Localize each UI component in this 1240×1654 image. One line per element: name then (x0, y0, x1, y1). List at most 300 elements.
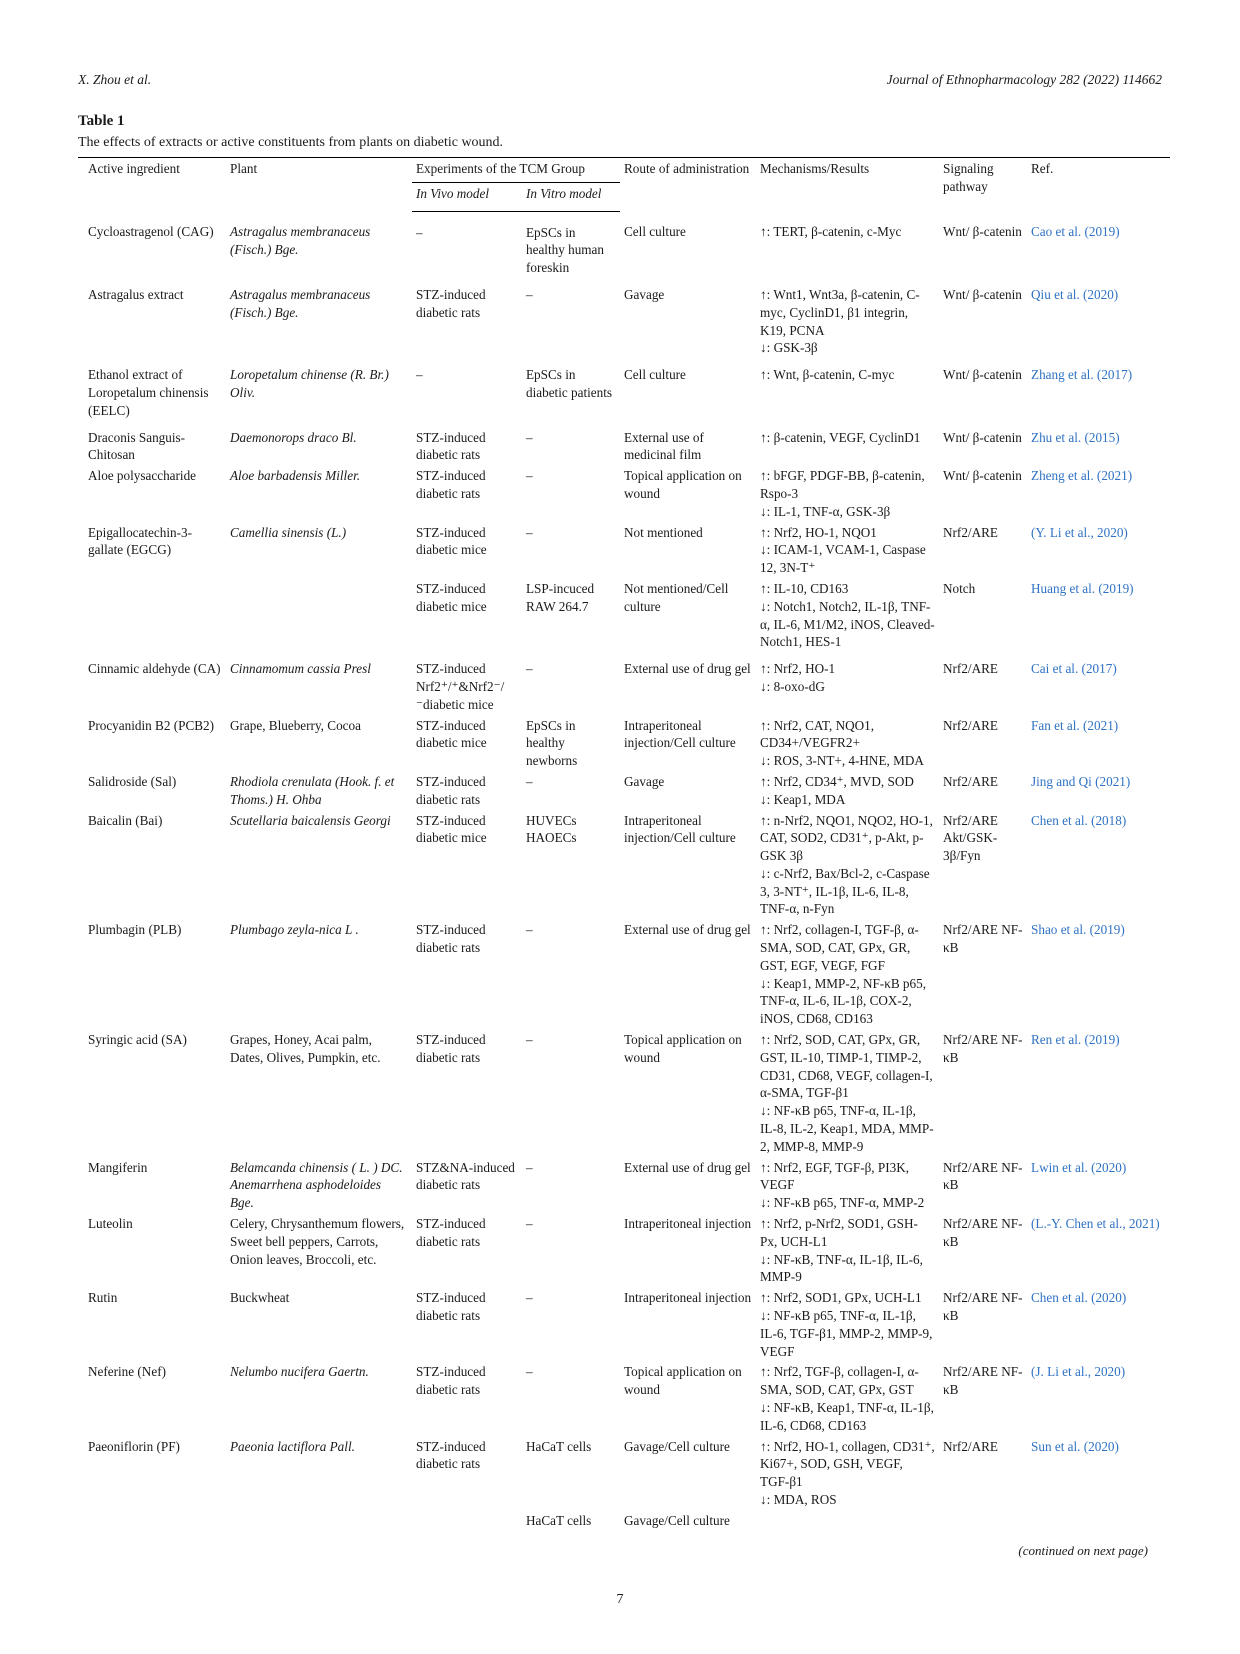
cell-plant-text: Rhodiola crenulata (Hook. f. et Thoms.) H. Ohba (230, 773, 395, 807)
cell-active-ingredient-text: Plumbagin (PLB) (88, 922, 182, 938)
cell-mechanism (756, 1360, 939, 1434)
cell-mechanism (756, 714, 939, 770)
table-row (78, 577, 1170, 651)
cell-in-vivo (412, 277, 522, 357)
cell-in-vivo-text: STZ-induced diabetic rats (416, 922, 486, 956)
cell-active-ingredient (78, 277, 226, 357)
cell-active-ingredient-text: Syringic acid (SA) (88, 1032, 187, 1048)
cell-ref[interactable] (1027, 1212, 1170, 1286)
cell-plant-text: Grape, Blueberry, Cocoa (230, 717, 361, 733)
cell-signaling (939, 1360, 1027, 1434)
cell-in-vivo-text: STZ-induced diabetic rats (416, 1032, 486, 1065)
cell-ref[interactable] (1027, 1509, 1170, 1530)
cell-plant-text: Scutellaria baicalensis Georgi (230, 812, 391, 828)
cell-in-vitro-text: EpSCs in diabetic patients (526, 367, 613, 400)
cell-signaling (939, 1212, 1027, 1286)
cell-plant-text: Astragalus membranaceus (Fisch.) Bge. (230, 286, 371, 320)
cell-ref[interactable] (1027, 918, 1170, 1028)
table-row (78, 809, 1170, 919)
cell-route (620, 1360, 756, 1434)
table-row (78, 1360, 1170, 1434)
cell-in-vivo (412, 1212, 522, 1286)
cell-ref-text[interactable]: (J. Li et al., 2020) (1031, 1364, 1126, 1380)
cell-ref-text[interactable]: Ren et al. (2019) (1031, 1032, 1120, 1048)
cell-in-vivo-text: STZ-induced diabetic rats (416, 468, 486, 501)
cell-active-ingredient-text: Aloe polysaccharide (88, 468, 197, 484)
cell-active-ingredient (78, 357, 226, 419)
cell-signaling-text: Wnt/ β-catenin (943, 429, 1022, 445)
cell-signaling-text: Wnt/ β-catenin (943, 286, 1022, 302)
cell-mechanism (756, 651, 939, 713)
cell-route (620, 770, 756, 809)
cell-signaling-text: Nrf2/ARE (943, 661, 998, 677)
upregulated-text: ↑: bFGF, PDGF-BB, β-catenin, Rspo-3 (760, 468, 925, 501)
cell-plant (226, 211, 412, 277)
cell-plant-text: Celery, Chrysanthemum flowers, Sweet bell peppers, Carrots, Onion leaves, Broccoli, etc. (230, 1216, 405, 1267)
cell-active-ingredient-text: Epigallocatechin-3-gallate (EGCG) (88, 524, 192, 558)
cell-route-text: External use of drug gel (624, 922, 751, 938)
downregulated-text: ↓: NF-κB p65, TNF-α, IL-1β, IL-6, TGF-β1, MMP-2, MMP-9, VEGF (760, 1308, 933, 1359)
cell-in-vitro (522, 1156, 620, 1212)
cell-signaling (939, 464, 1027, 520)
cell-in-vivo-text: STZ-induced diabetic rats (416, 773, 486, 807)
cell-in-vivo-text: STZ-induced diabetic rats (416, 1438, 486, 1472)
cell-mechanism (756, 420, 939, 465)
cell-active-ingredient (78, 1028, 226, 1156)
table-row (78, 357, 1170, 419)
cell-plant (226, 1435, 412, 1509)
cell-ref[interactable] (1027, 277, 1170, 357)
cell-route-text: External use of drug gel (624, 661, 751, 677)
upregulated-text: ↑: Nrf2, TGF-β, collagen-I, α-SMA, SOD, CAT, GPx, GST (760, 1364, 919, 1398)
downregulated-text: ↓: IL-1, TNF-α, GSK-3β (760, 503, 891, 519)
cell-plant (226, 1156, 412, 1212)
table-row (78, 211, 1170, 277)
upregulated-text: ↑: Wnt1, Wnt3a, β-catenin, C-myc, CyclinD1, β1 integrin, K19, PCNA (760, 286, 920, 338)
table-row (78, 1286, 1170, 1360)
cell-route-text: Intraperitoneal injection/Cell culture (624, 812, 736, 846)
cell-route (620, 211, 756, 277)
downregulated-text: ↓: NF-κB, Keap1, TNF-α, IL-1β, IL-6, CD68, CD163 (760, 1400, 934, 1433)
cell-in-vivo (412, 1435, 522, 1509)
cell-in-vitro (522, 521, 620, 577)
cell-ref-text[interactable]: Cao et al. (2019) (1031, 224, 1120, 240)
cell-in-vitro (522, 277, 620, 357)
cell-mechanism (756, 1156, 939, 1212)
cell-ref[interactable] (1027, 464, 1170, 520)
cell-signaling (939, 357, 1027, 419)
cell-plant (226, 714, 412, 770)
cell-active-ingredient-text: Procyanidin B2 (PCB2) (88, 717, 215, 733)
cell-signaling-text: Nrf2/ARE NF-κB (943, 922, 1023, 956)
cell-active-ingredient (78, 809, 226, 919)
header-mechanisms: Mechanisms/Results (760, 161, 870, 176)
cell-ref-text[interactable]: Cai et al. (2017) (1031, 661, 1117, 677)
cell-signaling-text: Nrf2/ARE NF-κB (943, 1032, 1023, 1065)
cell-signaling (939, 714, 1027, 770)
cell-route (620, 1156, 756, 1212)
upregulated-text: ↑: Nrf2, HO-1, collagen, CD31⁺, Ki67+, SOD, GSH, VEGF, TGF-β1 (760, 1438, 935, 1490)
cell-in-vitro-text: – (526, 1032, 533, 1048)
cell-ref-text[interactable]: Chen et al. (2018) (1031, 812, 1127, 828)
cell-active-ingredient-text: Paeoniflorin (PF) (88, 1438, 180, 1454)
cell-plant-text: Grapes, Honey, Acai palm, Dates, Olives, Pumpkin, etc. (230, 1032, 381, 1065)
cell-plant-text: Daemonorops draco Bl. (230, 429, 357, 445)
cell-route (620, 357, 756, 419)
cell-route (620, 651, 756, 713)
cell-mechanism (756, 1212, 939, 1286)
upregulated-text: ↑: Nrf2, SOD1, GPx, UCH-L1 (760, 1290, 922, 1306)
cell-signaling (939, 211, 1027, 277)
cell-ref[interactable] (1027, 1286, 1170, 1360)
cell-route (620, 464, 756, 520)
cell-plant (226, 918, 412, 1028)
header-in-vivo: In Vivo model (412, 182, 522, 211)
cell-signaling (939, 1156, 1027, 1212)
upregulated-text: ↑: Nrf2, CAT, NQO1, CD34+/VEGFR2+ (760, 717, 875, 751)
cell-in-vitro (522, 651, 620, 713)
cell-in-vivo-text: STZ-induced diabetic rats (416, 429, 486, 463)
cell-plant (226, 1212, 412, 1286)
cell-ref[interactable] (1027, 577, 1170, 651)
cell-plant (226, 770, 412, 809)
cell-active-ingredient-text: Baicalin (Bai) (88, 812, 163, 828)
cell-route-text: Not mentioned (624, 524, 703, 540)
cell-in-vitro-text: – (526, 468, 533, 484)
cell-in-vivo (412, 1286, 522, 1360)
cell-in-vitro-text: – (526, 773, 533, 789)
cell-ref-text[interactable]: Zheng et al. (2021) (1031, 468, 1133, 484)
cell-ref-text[interactable]: Lwin et al. (2020) (1031, 1159, 1127, 1175)
cell-active-ingredient-text: Mangiferin (88, 1159, 148, 1175)
downregulated-text: ↓: GSK-3β (760, 340, 818, 356)
cell-active-ingredient (78, 770, 226, 809)
cell-in-vitro-text: – (526, 429, 533, 445)
cell-in-vitro (522, 809, 620, 919)
cell-ref[interactable] (1027, 1028, 1170, 1156)
data-table (78, 157, 1170, 1530)
cell-plant (226, 521, 412, 577)
downregulated-text: ↓: 8-oxo-dG (760, 678, 825, 694)
downregulated-text: ↓: Keap1, MMP-2, NF-κB p65, TNF-α, IL-6, IL-1β, COX-2, iNOS, CD68, CD163 (760, 975, 927, 1027)
cell-mechanism (756, 770, 939, 809)
cell-active-ingredient-text: Draconis Sanguis-Chitosan (88, 429, 186, 463)
cell-signaling-text: Wnt/ β-catenin (943, 468, 1022, 484)
cell-ref-text[interactable]: Fan et al. (2021) (1031, 717, 1119, 733)
cell-in-vitro (522, 714, 620, 770)
cell-ref[interactable] (1027, 651, 1170, 713)
cell-in-vitro (522, 1360, 620, 1434)
cell-in-vivo (412, 770, 522, 809)
cell-ref-text[interactable]: Zhu et al. (2015) (1031, 429, 1120, 445)
cell-mechanism (756, 1509, 939, 1530)
running-header-authors: X. Zhou et al. (78, 72, 152, 87)
cell-plant (226, 1509, 412, 1530)
table-row (78, 521, 1170, 577)
cell-signaling-text: Notch (943, 580, 976, 596)
upregulated-text: ↑: Nrf2, SOD, CAT, GPx, GR, GST, IL-10, TIMP-1, TIMP-2, CD31, CD68, VEGF, collagen-I, α-SMA, TGF-β1 (760, 1032, 933, 1101)
cell-ref[interactable] (1027, 770, 1170, 809)
cell-ref-text[interactable]: Sun et al. (2020) (1031, 1438, 1119, 1454)
upregulated-text: ↑: Wnt, β-catenin, C-myc (760, 367, 895, 383)
cell-plant-text: Plumbago zeyla-nica L . (230, 922, 359, 938)
cell-plant (226, 809, 412, 919)
cell-active-ingredient (78, 420, 226, 465)
downregulated-text: ↓: ROS, 3-NT+, 4-HNE, MDA (760, 753, 924, 769)
cell-signaling (939, 1435, 1027, 1509)
upregulated-text: ↑: Nrf2, HO-1 (760, 661, 836, 677)
cell-ref[interactable] (1027, 809, 1170, 919)
cell-route (620, 809, 756, 919)
cell-mechanism (756, 1028, 939, 1156)
cell-plant (226, 420, 412, 465)
cell-route-text: Gavage/Cell culture (624, 1512, 730, 1528)
downregulated-text: ↓: MDA, ROS (760, 1491, 837, 1507)
table-caption (78, 113, 1168, 151)
cell-mechanism (756, 211, 939, 277)
cell-plant-text: Paeonia lactiflora Pall. (230, 1438, 355, 1454)
cell-signaling (939, 1028, 1027, 1156)
cell-mechanism (756, 577, 939, 651)
cell-ref[interactable] (1027, 714, 1170, 770)
cell-active-ingredient (78, 918, 226, 1028)
cell-ref-text[interactable]: Qiu et al. (2020) (1031, 286, 1119, 302)
cell-in-vitro (522, 1435, 620, 1509)
cell-route-text: Intraperitoneal injection (624, 1216, 752, 1232)
cell-plant (226, 464, 412, 520)
cell-route (620, 420, 756, 465)
cell-in-vivo (412, 1156, 522, 1212)
upregulated-text: ↑: Nrf2, HO-1, NQO1 (760, 524, 877, 540)
cell-in-vitro (522, 464, 620, 520)
table-row (78, 1435, 1170, 1509)
cell-route (620, 918, 756, 1028)
cell-active-ingredient-text: Neferine (Nef) (88, 1364, 166, 1380)
cell-signaling (939, 770, 1027, 809)
cell-in-vivo (412, 714, 522, 770)
upregulated-text: ↑: IL-10, CD163 (760, 580, 849, 596)
cell-route (620, 521, 756, 577)
table-caption-text: The effects of extracts or active constituents from plants on diabetic wound. (78, 135, 504, 150)
cell-plant-text: Nelumbo nucifera Gaertn. (230, 1364, 369, 1380)
cell-in-vivo (412, 464, 522, 520)
cell-in-vivo (412, 1360, 522, 1434)
cell-ref-text[interactable]: Shao et al. (2019) (1031, 922, 1125, 938)
cell-mechanism (756, 277, 939, 357)
cell-in-vitro-text: – (526, 1216, 533, 1232)
cell-active-ingredient-text: Cycloastragenol (CAG) (88, 224, 214, 240)
upregulated-text: ↑: TERT, β-catenin, c-Myc (760, 224, 902, 240)
downregulated-text: ↓: Notch1, Notch2, IL-1β, TNF-α, IL-6, M1/M2, iNOS, Cleaved-Notch1, HES-1 (760, 598, 935, 650)
cell-signaling (939, 521, 1027, 577)
table-row (78, 1212, 1170, 1286)
cell-route-text: Topical application on wound (624, 1032, 742, 1065)
downregulated-text: ↓: NF-κB, TNF-α, IL-1β, IL-6, MMP-9 (760, 1251, 923, 1285)
cell-route (620, 714, 756, 770)
cell-mechanism (756, 1286, 939, 1360)
cell-signaling-text: Nrf2/ARE (943, 1438, 998, 1454)
cell-in-vivo (412, 577, 522, 651)
cell-signaling-text: Nrf2/ARE Akt/GSK-3β/Fyn (943, 812, 998, 864)
header-experiments: Experiments of the TCM Group (412, 158, 620, 183)
cell-in-vitro (522, 420, 620, 465)
table-row (78, 714, 1170, 770)
cell-in-vivo-text: STZ-induced diabetic rats (416, 1216, 486, 1249)
upregulated-text: ↑: Nrf2, CD34⁺, MVD, SOD (760, 773, 914, 789)
cell-signaling (939, 577, 1027, 651)
cell-active-ingredient (78, 1360, 226, 1434)
cell-ref[interactable] (1027, 1360, 1170, 1434)
cell-active-ingredient-text: Ethanol extract of Loropetalum chinensis (EELC) (88, 367, 209, 418)
cell-signaling (939, 277, 1027, 357)
cell-in-vivo-text: – (416, 224, 423, 240)
table-row (78, 918, 1170, 1028)
cell-ref[interactable] (1027, 1435, 1170, 1509)
cell-route-text: External use of medicinal film (624, 429, 704, 463)
cell-ref[interactable] (1027, 357, 1170, 419)
cell-signaling (939, 1509, 1027, 1530)
cell-in-vitro-text: LSP-incuced RAW 264.7 (526, 580, 595, 614)
cell-in-vivo-text: STZ-induced Nrf2⁺/⁺&Nrf2⁻/⁻diabetic mice (416, 661, 505, 712)
table-body (78, 211, 1170, 1529)
cell-ref[interactable] (1027, 521, 1170, 577)
cell-active-ingredient (78, 651, 226, 713)
cell-in-vitro-text: – (526, 1290, 533, 1306)
cell-route (620, 1286, 756, 1360)
downregulated-text: ↓: ICAM-1, VCAM-1, Caspase 12, 3N-T⁺ (760, 542, 926, 576)
cell-in-vitro-text: – (526, 1159, 533, 1175)
header-in-vitro: In Vitro model (522, 182, 620, 211)
continued-note: (continued on next page) (1018, 1543, 1148, 1558)
header-route: Route of administration (624, 161, 750, 176)
cell-in-vitro (522, 770, 620, 809)
table-number: Table 1 (78, 113, 125, 129)
cell-signaling-text: Nrf2/ARE NF-κB (943, 1216, 1023, 1249)
table-row (78, 464, 1170, 520)
cell-signaling (939, 420, 1027, 465)
cell-route (620, 1509, 756, 1530)
cell-active-ingredient (78, 521, 226, 577)
cell-plant-text: Cinnamomum cassia Presl (230, 661, 371, 677)
cell-ref[interactable] (1027, 211, 1170, 277)
downregulated-text: ↓: NF-κB p65, TNF-α, MMP-2 (760, 1195, 925, 1211)
cell-plant-text: Astragalus membranaceus (Fisch.) Bge. (230, 224, 371, 257)
cell-active-ingredient (78, 577, 226, 651)
cell-route-text: Gavage (624, 773, 665, 789)
table-row (78, 420, 1170, 465)
cell-active-ingredient (78, 211, 226, 277)
cell-signaling-text: Wnt/ β-catenin (943, 224, 1022, 240)
cell-route-text: Intraperitoneal injection (624, 1290, 752, 1306)
cell-in-vitro (522, 357, 620, 419)
cell-mechanism (756, 521, 939, 577)
cell-in-vitro-text: – (526, 1364, 533, 1380)
cell-ref-text[interactable]: (Y. Li et al., 2020) (1031, 524, 1128, 540)
cell-plant-text: Camellia sinensis (L.) (230, 524, 347, 540)
cell-plant (226, 651, 412, 713)
header-signaling: Signaling pathway (943, 161, 994, 194)
cell-mechanism (756, 464, 939, 520)
cell-in-vivo (412, 651, 522, 713)
table-row (78, 770, 1170, 809)
cell-active-ingredient-text: Cinnamic aldehyde (CA) (88, 661, 221, 677)
cell-signaling (939, 651, 1027, 713)
cell-in-vivo (412, 1509, 522, 1530)
cell-ref-text[interactable]: (L.-Y. Chen et al., 2021) (1031, 1216, 1160, 1232)
cell-plant (226, 1286, 412, 1360)
cell-plant (226, 1028, 412, 1156)
cell-signaling-text: Nrf2/ARE (943, 717, 998, 733)
cell-in-vitro (522, 918, 620, 1028)
cell-in-vivo-text: STZ-induced diabetic rats (416, 1290, 486, 1324)
cell-in-vitro (522, 577, 620, 651)
cell-route (620, 1435, 756, 1509)
cell-in-vivo-text: STZ-induced diabetic mice (416, 580, 487, 614)
cell-ref-text[interactable]: Zhang et al. (2017) (1031, 367, 1133, 383)
cell-in-vitro-text: – (526, 922, 533, 938)
cell-route-text: Gavage (624, 286, 665, 302)
cell-in-vitro-text: HaCaT cells (526, 1512, 592, 1528)
cell-signaling-text: Nrf2/ARE (943, 524, 998, 540)
cell-in-vivo-text: STZ-induced diabetic mice (416, 717, 487, 751)
cell-ref-text[interactable]: Chen et al. (2020) (1031, 1290, 1127, 1306)
cell-ref[interactable] (1027, 420, 1170, 465)
cell-in-vitro-text: HaCaT cells (526, 1438, 592, 1454)
cell-in-vivo (412, 357, 522, 419)
downregulated-text: ↓: c-Nrf2, Bax/Bcl-2, c-Caspase 3, 3-NT⁺, IL-1β, IL-6, IL-8, TNF-α, n-Fyn (760, 865, 930, 917)
cell-signaling-text: Nrf2/ARE NF-κB (943, 1364, 1023, 1398)
cell-signaling (939, 1286, 1027, 1360)
cell-in-vivo (412, 1028, 522, 1156)
cell-ref-text[interactable]: Jing and Qi (2021) (1031, 773, 1131, 789)
cell-signaling (939, 809, 1027, 919)
upregulated-text: ↑: Nrf2, EGF, TGF-β, PI3K, VEGF (760, 1159, 910, 1193)
cell-active-ingredient-text: Rutin (88, 1290, 118, 1306)
cell-plant-text: Belamcanda chinensis ( L. ) DC. Anemarrhena asphodeloides Bge. (230, 1159, 403, 1211)
cell-in-vivo-text: STZ-induced diabetic rats (416, 1364, 486, 1398)
cell-active-ingredient (78, 1212, 226, 1286)
cell-in-vivo (412, 211, 522, 277)
cell-ref[interactable] (1027, 1156, 1170, 1212)
upregulated-text: ↑: β-catenin, VEGF, CyclinD1 (760, 429, 921, 445)
cell-active-ingredient (78, 1286, 226, 1360)
table-row (78, 1028, 1170, 1156)
cell-route (620, 1212, 756, 1286)
page-number: 7 (616, 1592, 624, 1607)
cell-active-ingredient (78, 1435, 226, 1509)
cell-in-vivo (412, 918, 522, 1028)
cell-active-ingredient-text: Luteolin (88, 1216, 133, 1232)
cell-in-vitro (522, 1286, 620, 1360)
cell-route (620, 1028, 756, 1156)
cell-route-text: Cell culture (624, 224, 686, 240)
cell-in-vivo (412, 521, 522, 577)
cell-active-ingredient (78, 1509, 226, 1530)
cell-signaling-text: Wnt/ β-catenin (943, 367, 1022, 383)
cell-plant (226, 577, 412, 651)
cell-active-ingredient (78, 464, 226, 520)
cell-signaling-text: Nrf2/ARE NF-κB (943, 1290, 1023, 1324)
cell-signaling-text: Nrf2/ARE (943, 773, 998, 789)
cell-active-ingredient-text: Salidroside (Sal) (88, 773, 177, 789)
cell-ref-text[interactable]: Huang et al. (2019) (1031, 580, 1134, 596)
cell-in-vivo-text: STZ-induced diabetic mice (416, 524, 487, 558)
cell-route-text: Cell culture (624, 367, 686, 383)
cell-in-vivo-text: STZ-induced diabetic mice (416, 812, 487, 846)
cell-signaling-text: Nrf2/ARE NF-κB (943, 1159, 1023, 1193)
cell-active-ingredient (78, 714, 226, 770)
table-row (78, 1156, 1170, 1212)
